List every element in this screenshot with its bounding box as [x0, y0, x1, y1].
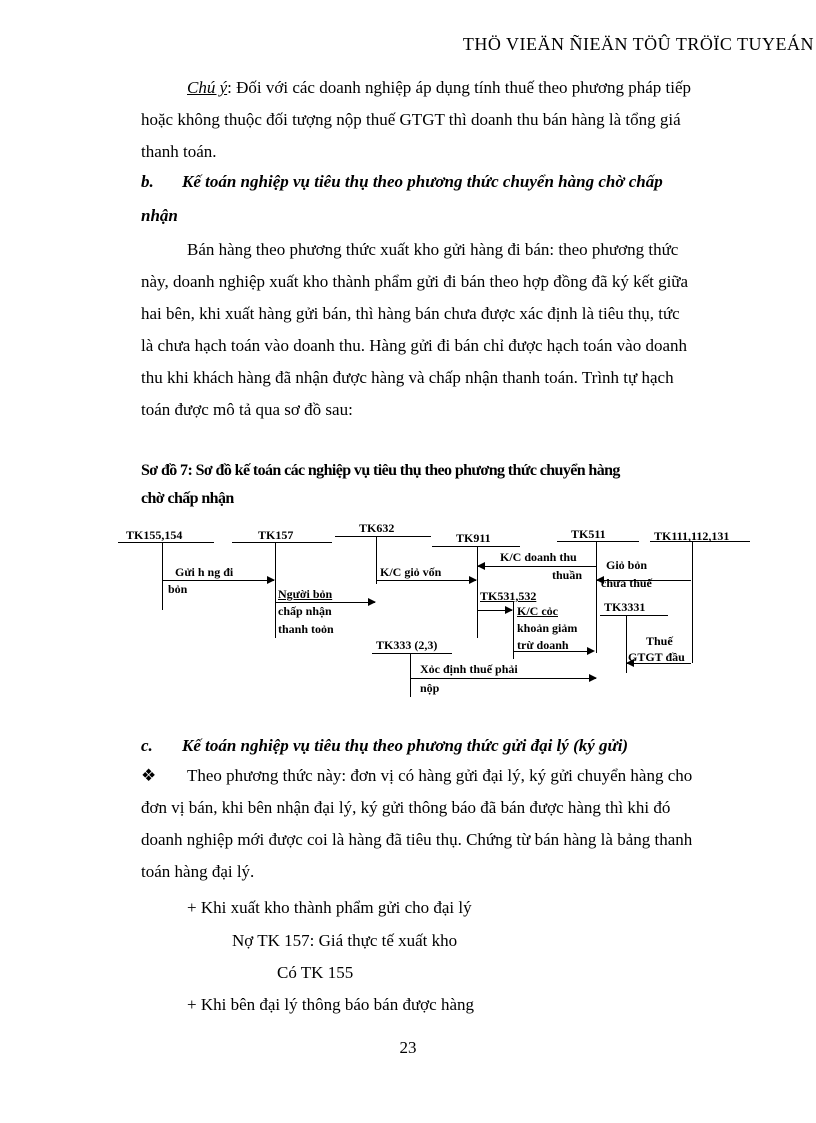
- label-xac-dinh-1: Xỏc định thuế phải: [420, 662, 518, 676]
- para-b-line-4: là chưa hạch toán vào doanh thu. Hàng gửi đi bán chỉ được hạch toán vào doanh: [141, 336, 687, 355]
- tk111-vline: [692, 541, 693, 663]
- label-gia-ban-1: Giỏ bỏn: [606, 558, 648, 572]
- para-b-line-6: toán được mô tả qua sơ đồ sau:: [141, 400, 353, 419]
- tk911-line: [432, 546, 520, 547]
- tk511-vline: [596, 541, 597, 653]
- para-b-line-2: này, doanh nghiệp xuất kho thành phẩm gửi đi bán theo hợp đồng đã ký kết giữa: [141, 272, 689, 291]
- label-kc-doanh-thu-2: thuần: [552, 568, 583, 582]
- tk3331-label: TK3331: [604, 600, 646, 614]
- arrow-xac-dinh-thue: [410, 678, 596, 679]
- section-c-marker: c.: [141, 736, 153, 755]
- para-c-line-4: toán hàng đại lý.: [141, 862, 255, 881]
- para-c-line-1: Theo phương thức này: đơn vị có hàng gửi đại lý, ký gửi chuyển hàng cho: [187, 766, 693, 785]
- tk157-label: TK157: [258, 528, 294, 542]
- tk632-line: [335, 536, 431, 537]
- tk155-label: TK155,154: [126, 528, 183, 542]
- entry-4: + Khi bên đại lý thông báo bán được hàng: [187, 995, 474, 1014]
- tk333-vline: [410, 653, 411, 697]
- section-c-title: Kế toán nghiệp vụ tiêu thụ theo phương thức gửi đại lý (ký gửi): [182, 736, 629, 755]
- tk333-line: [372, 653, 452, 654]
- tk3331-line: [600, 615, 668, 616]
- section-b-marker: b.: [141, 172, 154, 191]
- tk333-label: TK333 (2,3): [376, 638, 438, 652]
- label-thue-1: Thuế: [646, 634, 673, 648]
- page-number: 23: [399, 1038, 417, 1057]
- label-kc-khoan-1: K/C cỏc: [517, 604, 558, 618]
- diagram-caption-line-2: chờ chấp nhận: [141, 490, 234, 507]
- note-line-1-text: : Đối với các doanh nghiệp áp dụng tính thuế theo phương pháp tiếp: [227, 78, 692, 97]
- note-line-3: thanh toán.: [141, 142, 217, 161]
- arrow-kc-khoan-left: [478, 610, 512, 611]
- tk111-label: TK111,112,131: [654, 529, 730, 543]
- tk531-label: TK531,532: [480, 589, 537, 603]
- entry-1: + Khi xuất kho thành phẩm gửi cho đại lý: [187, 898, 472, 917]
- arrow-nguoi-ban: [275, 602, 375, 603]
- label-gui-hang-1: Gửi h ng đi: [175, 565, 234, 579]
- note-line-1: [187, 72, 691, 104]
- page-header-title: THÖ VIEÄN ÑIEÄN TÖÛ TRÖÏC TUYEÁN: [462, 34, 814, 54]
- para-c-line-3: doanh nghiệp mới được coi là hàng đã tiêu thụ. Chứng từ bán hàng là bảng thanh: [141, 830, 693, 849]
- section-b-title-line-2: nhận: [141, 206, 178, 225]
- label-kc-khoan-3: trừ doanh: [517, 638, 569, 652]
- tk632-vline: [376, 536, 377, 584]
- para-c-line-2: đơn vị bán, khi bên nhận đại lý, ký gửi thông báo đã bán được hàng thì khi đó: [141, 798, 671, 817]
- entry-3: Có TK 155: [277, 963, 354, 982]
- label-nguoi-ban-1: Người bỏn: [278, 587, 333, 601]
- tk157-vline: [275, 542, 276, 638]
- para-b-line-3: hai bên, khi xuất hàng gửi bán, thì hàng bán chưa được xác định là tiêu thụ, tức: [141, 304, 680, 323]
- arrow-kc-gia-von: [376, 580, 476, 581]
- label-thue-2: GTGT đầu: [628, 650, 685, 664]
- entry-2: Nợ TK 157: Giá thực tế xuất kho: [232, 931, 458, 950]
- para-b-line-1: Bán hàng theo phương thức xuất kho gửi hàng đi bán: theo phương thức: [187, 240, 679, 259]
- label-xac-dinh-2: nộp: [420, 681, 440, 695]
- bullet-diamond-icon: ❖: [141, 766, 157, 785]
- tk155-vline: [162, 542, 163, 610]
- diagram-caption-line-1: Sơ đồ 7: Sơ đồ kế toán các nghiệp vụ tiêu thụ theo phương thức chuyển hàng: [141, 462, 620, 479]
- note-label: Chú ý: [187, 78, 228, 97]
- label-nguoi-ban-3: thanh toỏn: [278, 622, 334, 636]
- label-gui-hang-2: bỏn: [168, 582, 188, 596]
- para-b-line-5: thu khi khách hàng đã nhận được hàng và chấp nhận thanh toán. Trình tự hạch: [141, 368, 674, 387]
- tk511-label: TK511: [571, 527, 606, 541]
- label-gia-ban-2: chưa thuế: [601, 576, 652, 590]
- label-nguoi-ban-2: chấp nhận: [278, 604, 332, 618]
- tk911-vline: [477, 546, 478, 638]
- label-kc-doanh-thu-1: K/C doanh thu: [500, 550, 577, 564]
- label-kc-gia-von: K/C giỏ vốn: [380, 565, 442, 579]
- arrow-gui-hang: [162, 580, 274, 581]
- arrow-kc-doanh-thu: [478, 566, 596, 567]
- label-kc-khoan-2: khoản giảm: [517, 621, 578, 635]
- note-line-2: hoặc không thuộc đối tượng nộp thuế GTGT thì doanh thu bán hàng là tổng giá: [141, 110, 681, 129]
- tk632-label: TK632: [359, 521, 395, 535]
- section-b-title-line-1: Kế toán nghiệp vụ tiêu thụ theo phương thức chuyển hàng chờ chấp: [182, 172, 663, 191]
- tk911-label: TK911: [456, 531, 491, 545]
